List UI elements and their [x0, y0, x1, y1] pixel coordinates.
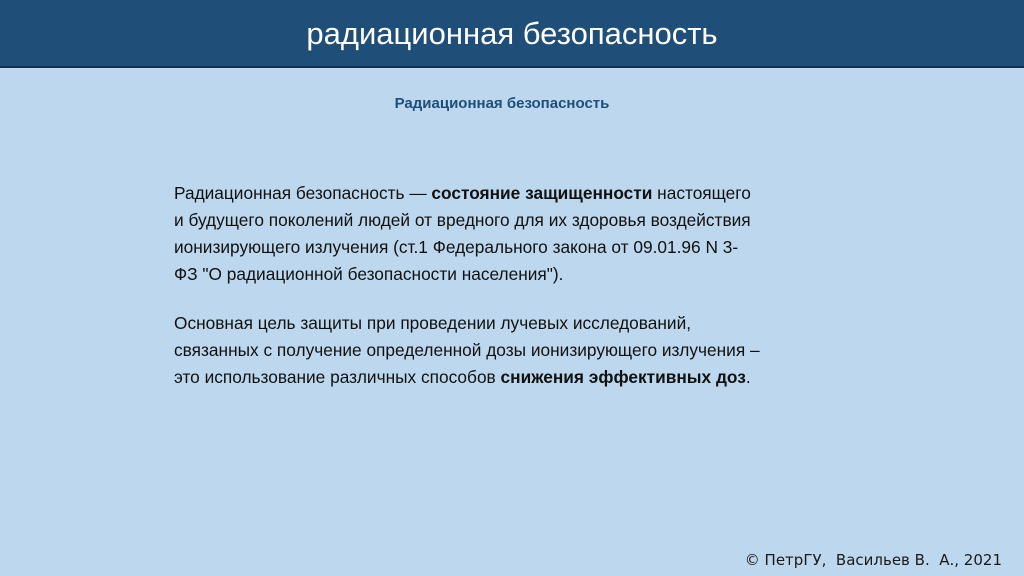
copyright-footer: © ПетрГУ, Васильев В. А., 2021	[744, 551, 1002, 569]
line-text: это использование различных способов	[174, 367, 501, 387]
slide-subtitle: Радиационная безопасность	[394, 95, 610, 112]
line-text: .	[745, 367, 751, 387]
line-text: ФЗ "О радиационной безопасности населения").	[174, 264, 564, 284]
goal-paragraph	[174, 310, 894, 391]
paragraph-line	[174, 340, 760, 360]
header-bar	[0, 0, 1024, 68]
paragraph-line	[174, 210, 751, 230]
paragraph-line	[174, 237, 738, 257]
paragraph-line	[174, 264, 563, 284]
line-text: Радиационная безопасность —	[174, 183, 432, 203]
paragraph-line	[174, 183, 751, 203]
line-text: настоящего	[652, 183, 751, 203]
definition-paragraph	[174, 180, 894, 288]
line-text: ионизирующего излучения (ст.1 Федерального закона от 09.01.96 N 3-	[174, 237, 739, 257]
slide-body	[174, 180, 894, 391]
paragraph-line	[174, 367, 751, 387]
paragraph-line	[174, 313, 691, 333]
emphasis-text: состояние защищенности	[431, 183, 653, 203]
line-text: связанных с получение определенной дозы ионизирующего излучения –	[174, 340, 760, 360]
line-text: и будущего поколений людей от вредного для их здоровья воздействия	[174, 210, 751, 230]
page-title: радиационная безопасность	[306, 16, 718, 51]
line-text: Основная цель защиты при проведении лучевых исследований,	[174, 313, 692, 333]
emphasis-text: снижения эффективных доз	[500, 367, 746, 387]
